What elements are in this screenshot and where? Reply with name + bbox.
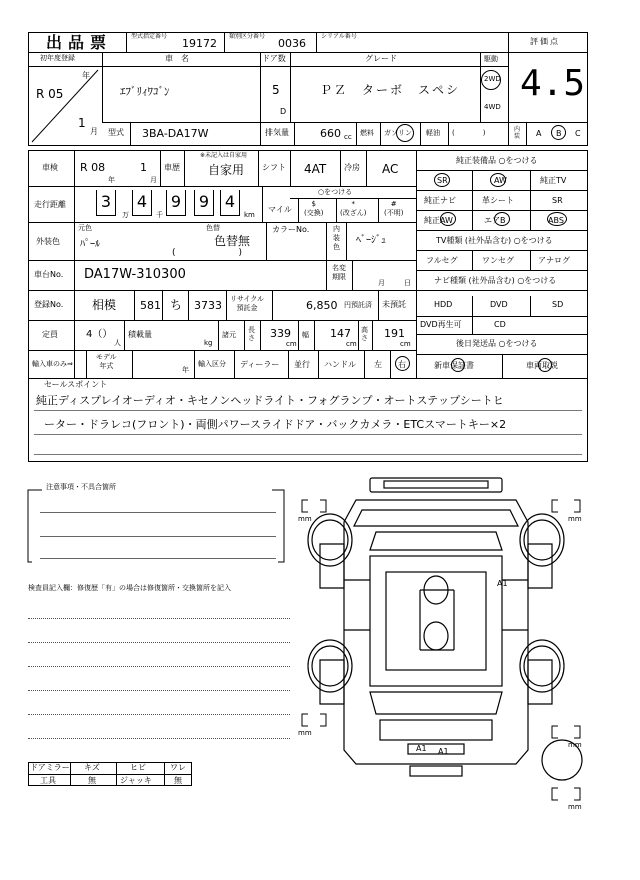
nav-dvd: DVD — [490, 300, 508, 309]
plate-class: 581 — [140, 299, 161, 312]
length-value: 339 — [270, 327, 291, 340]
handle-right: 右 — [398, 360, 406, 369]
model-value: 3BA-DA17W — [142, 127, 209, 140]
mm-label-rl: mm — [298, 729, 312, 737]
history-value: 自家用 — [208, 163, 245, 177]
tools-h-scratch: キズ — [84, 763, 100, 772]
mileage-km: km — [244, 211, 255, 219]
later-title: 後日発送品 ○をつける — [456, 339, 538, 348]
unknown-label: # (不明) — [384, 200, 404, 217]
ext-color-label: 外装色 — [36, 237, 60, 246]
form-title: 出品票 — [46, 33, 113, 52]
mm-label-fr: mm — [568, 515, 582, 523]
interior-label: 内装 — [514, 126, 521, 140]
plate-number: 3733 — [194, 299, 222, 312]
inspector-label: 検査員記入欄：修復歴「有」の場合は修復箇所・交換箇所を記入 — [28, 584, 231, 592]
mark-a1-rear-left: A1 — [416, 744, 427, 753]
drive-2wd: 2WD — [484, 75, 501, 83]
plate-area: 相模 — [92, 298, 117, 312]
caution-bracket — [26, 483, 288, 566]
mileage-sen: 千 — [156, 211, 163, 219]
tv-oneseg: ワンセグ — [482, 256, 514, 265]
tamper-label: * (改ざん) — [340, 200, 367, 217]
swap-label: $ (交換) — [304, 200, 324, 217]
serial-label: シリアル番号 — [321, 33, 357, 40]
orig-color: ﾊﾟｰﾙ — [80, 239, 100, 250]
score-label: 評価点 — [530, 37, 560, 46]
disp-value: 660 — [320, 127, 341, 140]
first-reg-year: R 05 — [36, 87, 64, 101]
color-no-label: 色替 — [206, 224, 220, 232]
recycle-label: リサイクル 預託金 — [230, 295, 265, 312]
orig-color-label: 元色 — [78, 224, 92, 232]
score-value: 4.5 — [520, 63, 586, 104]
grade-label: グレード — [365, 54, 397, 63]
warranty-circle — [451, 358, 465, 372]
spec-label: 諸元 — [222, 331, 236, 339]
disp-unit: cc — [344, 133, 352, 141]
car-diagram — [290, 470, 600, 810]
color-change: 色替無 — [214, 234, 251, 248]
inspection-m: 月 — [150, 176, 157, 184]
tools-r-tools: 工具 — [40, 776, 56, 785]
equip-abs: ABS — [548, 216, 564, 225]
nav-cd: CD — [494, 320, 506, 329]
capacity-label: 定員 — [42, 330, 58, 339]
ac-value: AC — [382, 162, 399, 176]
capacity-unit: 人 — [114, 339, 121, 347]
mm-label-rr: mm — [568, 741, 582, 749]
equip-title: 純正装備品 ○をつける — [456, 156, 538, 165]
doors-sub: D — [280, 107, 287, 116]
disp-label: 排気量 — [265, 128, 289, 137]
height-value: 191 — [384, 327, 405, 340]
handle-right-circle — [395, 356, 410, 371]
fuel-gas-circle — [396, 124, 414, 142]
drive-4wd: 4WD — [484, 103, 501, 111]
tools-h-crack: ヒビ — [130, 763, 146, 772]
first-reg-month: 1 — [78, 116, 86, 130]
sales-line1: 純正ディスプレイオーディオ・キセノンヘッドライト・フォグランプ・オートステップシートヒ — [36, 394, 504, 407]
nav-title: ナビ種類 (社外品含む) ○をつける — [434, 276, 557, 285]
fuel-gas: ガソリン — [384, 129, 412, 137]
manual-circle — [538, 358, 552, 372]
sales-line2: ーター・ドラレコ(フロント)・両側パワースライドドア・バックカメラ・ETCスマートキー×2 — [44, 418, 507, 431]
caution-label: 注意事項・不具合箇所 — [46, 483, 116, 491]
recycle-unit: 円預託済 — [344, 301, 372, 309]
history-note: ※未記入は自家用 — [200, 152, 248, 159]
tools-h-mirror: ドアミラー — [30, 763, 70, 772]
car-name-label: 車 名 — [165, 54, 189, 63]
mileage-digit: 4 — [132, 190, 152, 216]
first-reg-label: 初年度登録 — [40, 54, 75, 62]
width-value: 147 — [330, 327, 351, 340]
int-b-circle — [551, 125, 566, 140]
name-change-label: 名変 期限 — [332, 264, 346, 281]
type-no: 19172 — [182, 37, 217, 50]
mileage-digit: 9 — [194, 190, 214, 216]
inspection-month: 1 — [140, 161, 147, 174]
capacity-value: 4（） — [86, 329, 113, 340]
tools-r-none2: 無 — [174, 776, 182, 785]
tools-h-break: ワレ — [170, 763, 186, 772]
recycle-value: 6,850 — [306, 299, 338, 312]
equip-tv-pure: 純正TV — [540, 176, 567, 185]
inspection-y: 年 — [108, 176, 115, 184]
nav-dvd-play: DVD再生可 — [420, 320, 462, 329]
mileage-label: 走行距離 — [34, 200, 66, 209]
aw-circle — [490, 173, 506, 187]
mileage-man: 万 — [122, 211, 129, 219]
load-unit: kg — [204, 339, 213, 347]
abs-circle — [547, 212, 567, 226]
mm-label-fl: mm — [298, 515, 312, 523]
int-b: B — [556, 129, 562, 138]
handle-left: 左 — [374, 360, 382, 369]
mile-label: マイル — [268, 205, 292, 214]
length-unit: cm — [286, 340, 297, 348]
import-class-label: 輸入区分 — [198, 360, 226, 368]
color-paren: ( ) — [172, 248, 243, 258]
later-manual: 車両取説 — [526, 361, 558, 370]
shift-label: シフト — [262, 163, 286, 172]
mark-a1-rear-right: A1 — [438, 747, 449, 756]
nav-hdd: HDD — [434, 300, 453, 309]
type-no-label: 型式指定番号 — [131, 33, 168, 40]
ac-label: 冷房 — [344, 163, 360, 172]
height-unit: cm — [400, 340, 411, 348]
fuel-other: ( ) — [452, 129, 486, 137]
month-unit: 月 — [90, 127, 98, 136]
drive-2wd-circle — [481, 70, 501, 90]
mileage-digit: 4 — [220, 190, 240, 216]
dealer-option: ディーラー — [240, 360, 280, 369]
inspection-label: 車検 — [42, 163, 58, 172]
length-label: 長さ — [248, 326, 255, 342]
drive-label: 駆動 — [484, 55, 498, 63]
parallel-option: 並行 — [294, 360, 310, 369]
width-label: 幅 — [302, 331, 309, 339]
chassis-value: DA17W-310300 — [84, 267, 186, 282]
equip-nav-pure: 純正ナビ — [424, 196, 456, 205]
chassis-label: 車台No. — [34, 270, 64, 279]
later-warranty: 新車保証書 — [434, 361, 474, 370]
plate-label: 登録No. — [34, 300, 64, 309]
width-unit: cm — [346, 340, 357, 348]
mark-a1-side: A1 — [497, 579, 508, 588]
tv-fullseg: フルセグ — [426, 256, 458, 265]
height-label: 高さ — [361, 326, 368, 342]
tv-title: TV種類 (社外品含む) ○をつける — [436, 236, 553, 245]
car-name: ｴﾌﾞﾘｨﾜｺﾞﾝ — [120, 85, 170, 98]
tv-analog: アナログ — [538, 256, 570, 265]
name-month: 月 — [378, 279, 385, 287]
doors-count: 5 — [272, 83, 280, 97]
tools-r-none1: 無 — [88, 776, 96, 785]
equip-pure-aw: 純正AW — [424, 216, 453, 225]
model-year-label: モデル 年式 — [96, 353, 117, 370]
doors-label: ドア数 — [262, 54, 286, 63]
class-no-label: 類別区分番号 — [229, 33, 266, 40]
fuel-diesel: 軽油 — [426, 129, 440, 137]
airbag-circle — [494, 212, 510, 226]
model-label: 型式 — [108, 128, 124, 137]
unit-marks-note: ○をつける — [318, 188, 353, 196]
handle-label: ハンドル — [324, 360, 356, 369]
recycle-unpaid: 未預託 — [382, 300, 406, 309]
int-color-label: 内 装 色 — [333, 225, 340, 251]
color-no2-label: カラーNo. — [272, 225, 310, 234]
load-label: 積載量 — [128, 330, 152, 339]
pure-aw-circle — [440, 212, 456, 226]
history-label: 車歴 — [164, 163, 180, 172]
equip-sr: SR — [552, 196, 563, 205]
int-color: ﾍﾞｰｼﾞｭ — [356, 235, 386, 246]
nav-sd: SD — [552, 300, 564, 309]
mm-label-spare: mm — [568, 803, 582, 811]
equip-airbag: エアB — [484, 216, 506, 225]
fuel-label: 燃料 — [360, 129, 374, 137]
int-c: C — [575, 129, 581, 138]
model-year-unit: 年 — [182, 366, 189, 374]
equip-aw: AW — [494, 176, 507, 185]
int-a: A — [536, 129, 542, 138]
grade-value: ＰＺ ターボ スペシ — [320, 83, 461, 97]
tools-r-jack: ジャッキ — [120, 776, 152, 785]
year-unit: 年 — [82, 71, 90, 80]
inspection-era: R 08 — [80, 161, 106, 174]
import-label: 輸入車のみ⇒ — [32, 360, 73, 368]
shift-value: 4AT — [304, 162, 327, 176]
sales-label: セールスポイント — [44, 380, 108, 389]
name-day: 日 — [404, 279, 411, 287]
mileage-digit: 3 — [96, 190, 116, 216]
mileage-digit: 9 — [166, 190, 186, 216]
equip-leather: 革シート — [482, 196, 514, 205]
sunroof-circle — [434, 173, 450, 187]
class-no: 0036 — [278, 37, 306, 50]
plate-kana: ち — [170, 298, 183, 312]
equip-sunroof: SR — [437, 176, 448, 185]
